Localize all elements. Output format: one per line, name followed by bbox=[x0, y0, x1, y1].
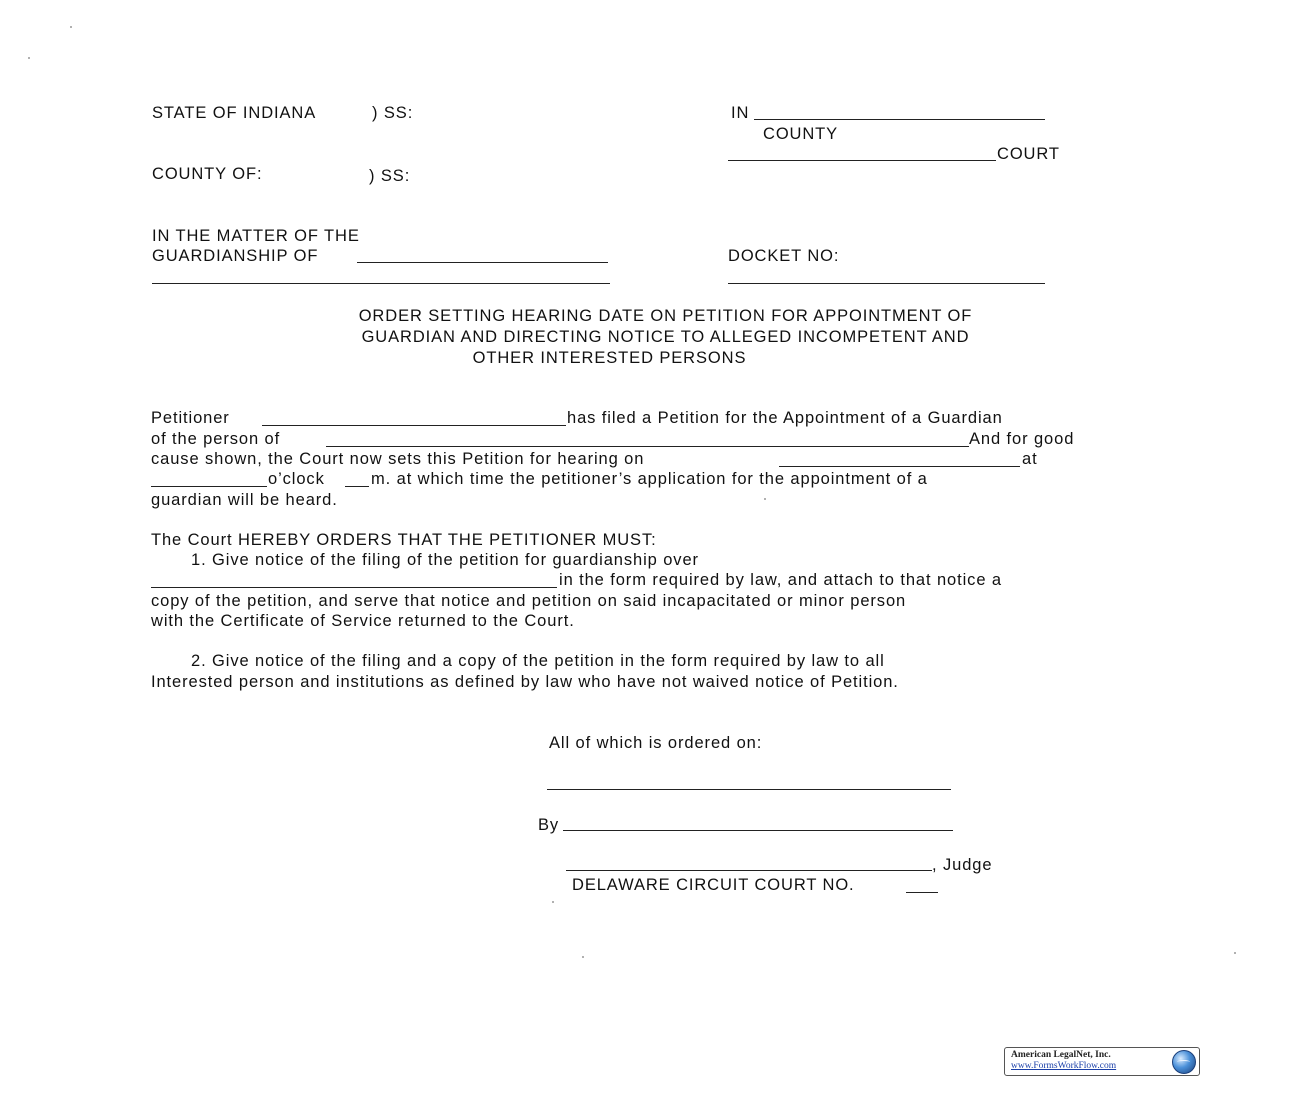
title-line-1: ORDER SETTING HEARING DATE ON PETITION FOR APPOINTMENT OF bbox=[358, 307, 973, 325]
scan-speck bbox=[582, 956, 584, 958]
scan-speck bbox=[70, 26, 72, 28]
order-item-2-line-1: 2. Give notice of the filing and a copy of the petition in the form required by law to all bbox=[191, 652, 885, 670]
orders-intro: The Court HEREBY ORDERS THAT THE PETITIONER MUST: bbox=[151, 531, 657, 549]
p1-text-d: And for good bbox=[969, 430, 1075, 448]
court-no-label: DELAWARE CIRCUIT COURT NO. bbox=[572, 876, 855, 894]
matter-line-1: IN THE MATTER OF THE bbox=[152, 227, 360, 245]
judge-label: , Judge bbox=[932, 856, 993, 874]
petitioner-blank bbox=[262, 425, 566, 426]
by-signature-blank bbox=[563, 830, 953, 831]
p1-text-i: guardian will be heard. bbox=[151, 491, 338, 509]
ss-label-1: ) SS: bbox=[372, 104, 414, 122]
county-label: COUNTY bbox=[763, 125, 839, 143]
scan-speck bbox=[1234, 952, 1236, 954]
court-blank bbox=[728, 160, 996, 161]
p1-text-f: at bbox=[1022, 450, 1038, 468]
person-of-blank bbox=[326, 446, 969, 447]
docket-blank bbox=[728, 283, 1045, 284]
logo-company-name: American LegalNet, Inc. bbox=[1011, 1050, 1111, 1060]
order-item-1-line-2: in the form required by law, and attach to that notice a bbox=[559, 571, 1002, 589]
logo-url-link[interactable]: www.FormsWorkFlow.com bbox=[1011, 1061, 1117, 1071]
ordered-on-label: All of which is ordered on: bbox=[549, 734, 763, 752]
judge-signature-blank bbox=[566, 870, 932, 871]
order-item-1-line-4: with the Certificate of Service returned to the Court. bbox=[151, 612, 575, 630]
in-label: IN bbox=[731, 104, 750, 122]
title-line-2: GUARDIAN AND DIRECTING NOTICE TO ALLEGED INCOMPETENT AND bbox=[361, 328, 970, 346]
p1-text-b: has filed a Petition for the Appointment of a Guardian bbox=[567, 409, 1003, 427]
p1-text-c: of the person of bbox=[151, 430, 281, 448]
court-name-blank bbox=[754, 119, 1045, 120]
matter-line-2: GUARDIANSHIP OF bbox=[152, 247, 319, 265]
am-pm-blank bbox=[345, 486, 369, 487]
order-item-1-line-3: copy of the petition, and serve that notice and petition on said incapacitated or minor person bbox=[151, 592, 907, 610]
order-item-2-line-2: Interested person and institutions as defined by law who have not waived notice of Petition. bbox=[151, 673, 899, 691]
docket-label: DOCKET NO: bbox=[728, 247, 840, 265]
state-label: STATE OF INDIANA bbox=[152, 104, 317, 122]
scan-speck bbox=[28, 57, 30, 59]
globe-icon bbox=[1172, 1050, 1196, 1074]
court-no-blank bbox=[906, 892, 938, 893]
hearing-date-blank bbox=[779, 466, 1020, 467]
county-of-label: COUNTY OF: bbox=[152, 165, 263, 183]
title-line-3: OTHER INTERESTED PERSONS bbox=[472, 349, 747, 367]
guardianship-of-blank-2 bbox=[152, 283, 610, 284]
american-legalnet-logo[interactable] bbox=[1004, 1047, 1200, 1076]
order-item-1-line-1: 1. Give notice of the filing of the petition for guardianship over bbox=[191, 551, 699, 569]
scan-speck bbox=[764, 498, 766, 500]
p1-text-g: o’clock bbox=[268, 470, 325, 488]
order-date-blank bbox=[547, 789, 951, 790]
minor-person-blank bbox=[151, 587, 557, 588]
guardianship-of-blank bbox=[357, 262, 608, 263]
hour-blank bbox=[151, 486, 267, 487]
p1-text-e: cause shown, the Court now sets this Petition for hearing on bbox=[151, 450, 645, 468]
by-label: By bbox=[538, 816, 560, 834]
petitioner-label: Petitioner bbox=[151, 409, 230, 427]
ss-label-2: ) SS: bbox=[369, 167, 411, 185]
scan-speck bbox=[552, 901, 554, 903]
p1-text-h: m. at which time the petitioner’s application for the appointment of a bbox=[371, 470, 928, 488]
court-label: COURT bbox=[997, 145, 1060, 163]
